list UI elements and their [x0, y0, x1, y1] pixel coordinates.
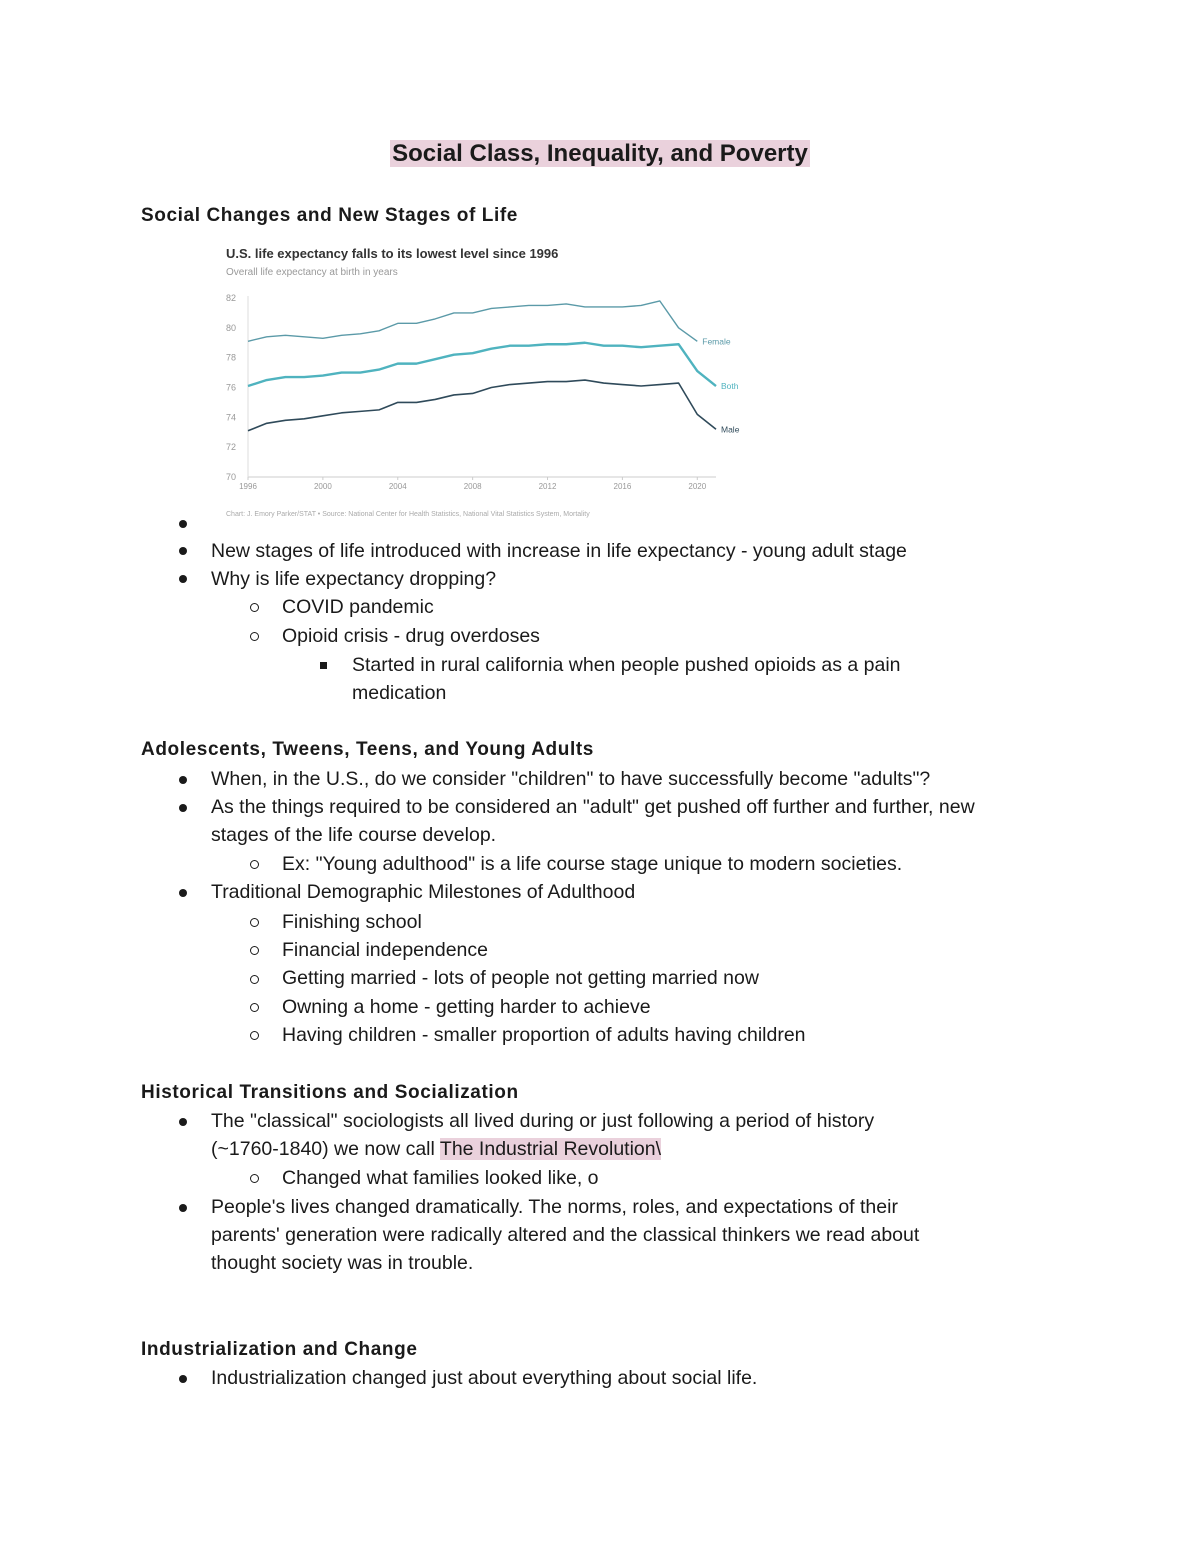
list-item: Financial independence: [282, 939, 488, 961]
list-item-continuation: thought society was in trouble.: [211, 1252, 474, 1274]
bullet-dot: [179, 1375, 187, 1383]
chart-y-tick-label: 76: [226, 382, 237, 393]
list-item: New stages of life introduced with increase in life expectancy - young adult stage: [211, 540, 907, 562]
list-item: Changed what families looked like, o: [282, 1167, 599, 1189]
chart-x-tick-label: 2016: [613, 482, 632, 491]
list-item: The "classical" sociologists all lived during or just following a period of history: [211, 1110, 875, 1132]
bullet-circle: [250, 860, 259, 869]
bullet-square: [320, 662, 327, 669]
bullet-dot: [179, 1204, 187, 1212]
chart-subtitle: Overall life expectancy at birth in years: [226, 267, 398, 278]
bullet-circle: [250, 946, 259, 955]
list-item: Owning a home - getting harder to achieve: [282, 996, 651, 1018]
chart-series-label-female: Female: [702, 336, 731, 347]
list-item: Getting married - lots of people not getting married now: [282, 967, 759, 989]
bullet-dot: [179, 889, 187, 897]
section-heading-historical: Historical Transitions and Socialization: [141, 1082, 519, 1103]
list-item: Opioid crisis - drug overdoses: [282, 625, 540, 647]
bullet-circle: [250, 603, 259, 612]
chart-y-tick-label: 74: [226, 412, 237, 423]
list-item-continuation: stages of the life course develop.: [211, 824, 497, 846]
bullet-circle: [250, 1003, 259, 1012]
chart-x-tick-label: 2000: [313, 482, 332, 491]
list-item: Traditional Demographic Milestones of Adulthood: [211, 881, 636, 903]
chart-series-label-male: Male: [721, 424, 740, 435]
section-heading-industrialization: Industrialization and Change: [141, 1339, 418, 1360]
chart-x-tick-label: 2008: [463, 482, 482, 491]
chart-x-tick-label: 2020: [688, 482, 707, 491]
chart-x-tick-label: 1996: [239, 482, 257, 491]
list-item: COVID pandemic: [282, 596, 434, 618]
chart-credit: Chart: J. Emory Parker/STAT • Source: National Center for Health Statistics, National Vital Statistics System, Mortality: [226, 511, 590, 518]
bullet-dot: [179, 804, 187, 812]
list-item: Started in rural california when people pushed opioids as a pain: [352, 654, 901, 676]
section-heading-adolescents: Adolescents, Tweens, Teens, and Young Adults: [141, 739, 594, 760]
bullet-circle: [250, 1174, 259, 1183]
chart-y-tick-label: 72: [226, 442, 237, 453]
bullet-circle: [250, 975, 259, 984]
chart-y-tick-label: 70: [226, 472, 237, 482]
life-expectancy-chart: [216, 240, 776, 525]
section-heading-social-changes: Social Changes and New Stages of Life: [141, 205, 518, 226]
chart-series-label-both: Both: [721, 381, 739, 392]
list-item: Why is life expectancy dropping?: [211, 568, 497, 590]
chart-y-tick-label: 80: [226, 322, 237, 333]
list-item: As the things required to be considered an "adult" get pushed off further and further, new: [211, 796, 975, 818]
chart-x-tick-label: 2012: [538, 482, 557, 491]
chart-y-tick-label: 78: [226, 352, 237, 363]
bullet-dot: [179, 520, 187, 528]
bullet-dot: [179, 547, 187, 555]
document-title: Social Class, Inequality, and Poverty: [392, 140, 808, 167]
bullet-circle: [250, 1031, 259, 1040]
bullet-dot: [179, 1118, 187, 1126]
chart-series-line-both: [248, 343, 716, 386]
chart-title: U.S. life expectancy falls to its lowest level since 1996: [226, 246, 559, 261]
bullet-circle: [250, 918, 259, 927]
list-item: Finishing school: [282, 911, 422, 933]
list-item: Industrialization changed just about everything about social life.: [211, 1367, 758, 1389]
chart-y-tick-label: 82: [226, 293, 237, 303]
list-item: Ex: "Young adulthood" is a life course stage unique to modern societies.: [282, 853, 903, 875]
bullet-dot: [179, 776, 187, 784]
list-item: People's lives changed dramatically. The norms, roles, and expectations of their: [211, 1196, 898, 1218]
list-item: Having children - smaller proportion of adults having children: [282, 1024, 806, 1046]
list-item-continuation: parents' generation were radically altered and the classical thinkers we read about: [211, 1224, 920, 1246]
list-item-continuation: (~1760-1840) we now call The Industrial Revolution\: [211, 1138, 662, 1160]
bullet-dot: [179, 575, 187, 583]
list-item: When, in the U.S., do we consider "children" to have successfully become "adults"?: [211, 768, 931, 790]
list-item-continuation: medication: [352, 682, 447, 704]
chart-x-tick-label: 2004: [388, 482, 407, 491]
chart-series-line-female: [248, 301, 697, 341]
chart-series-line-male: [248, 380, 716, 431]
highlighted-term: The Industrial Revolution\: [439, 1138, 662, 1160]
bullet-circle: [250, 632, 259, 641]
